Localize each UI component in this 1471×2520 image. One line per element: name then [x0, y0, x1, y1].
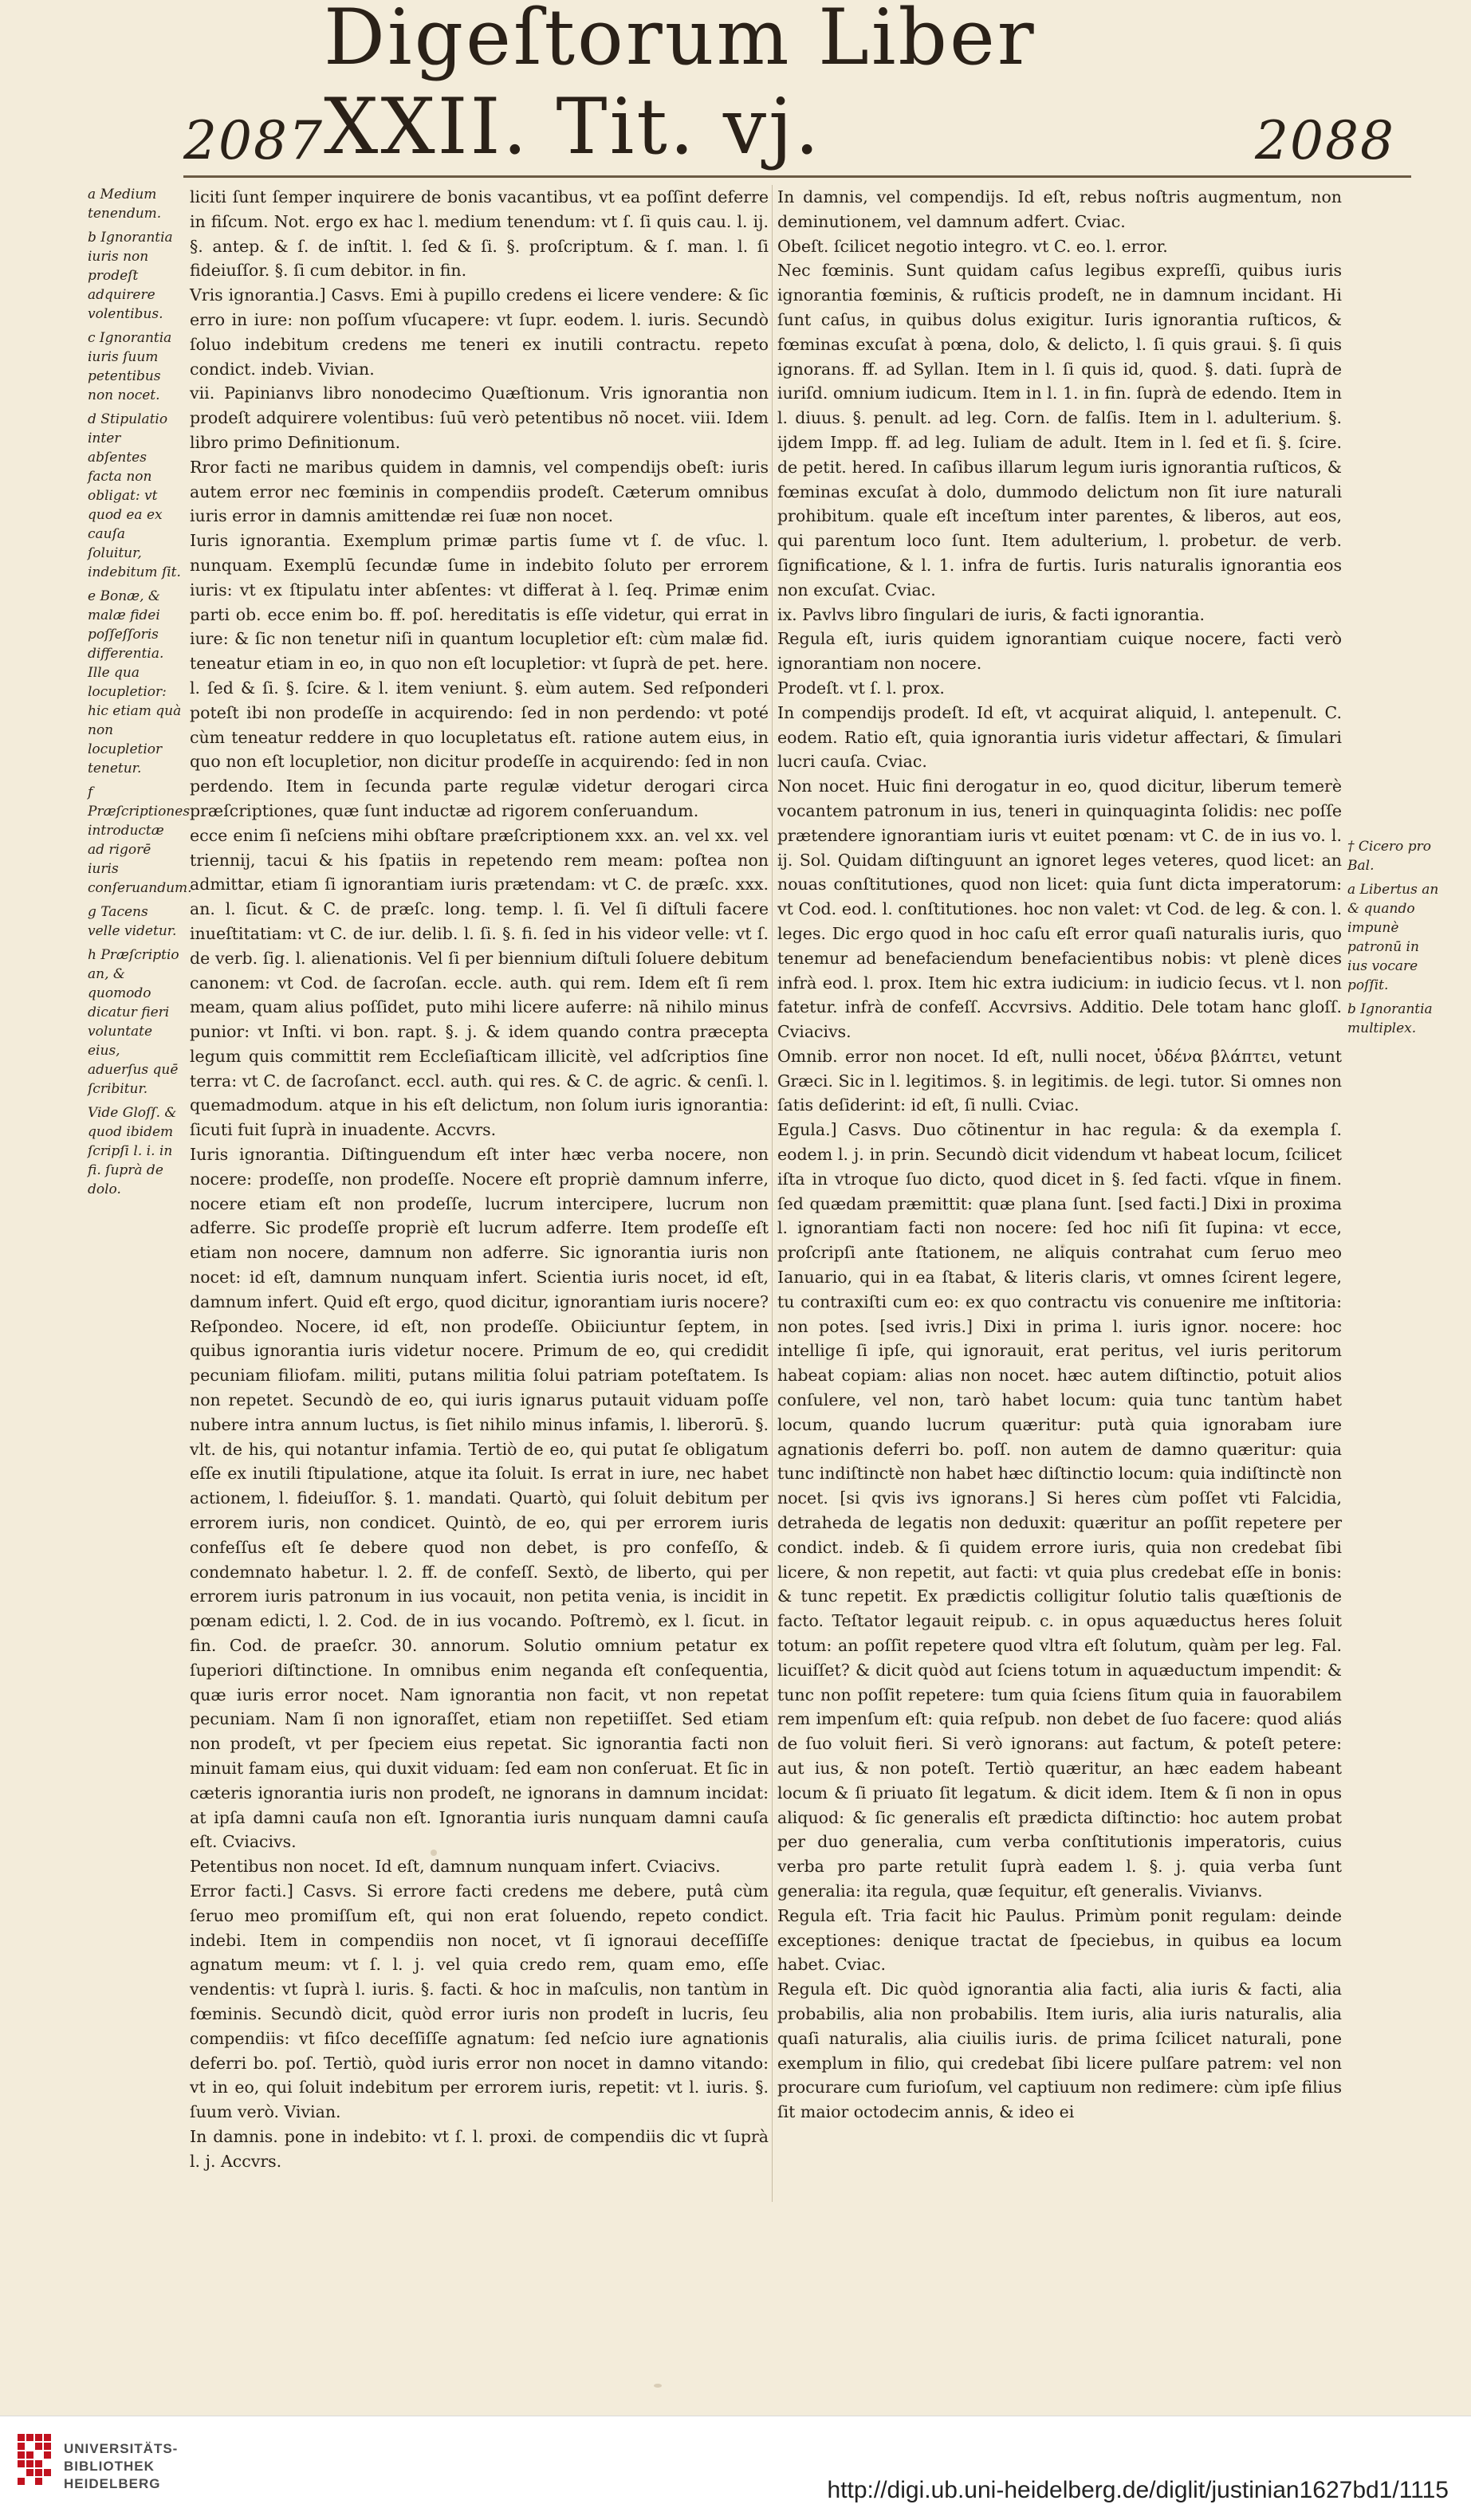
- text-paragraph: ix. Pavlvs libro ſingulari de iuris, & facti ignorantia.: [777, 604, 1206, 624]
- left-page-number: 2087: [183, 110, 324, 171]
- text-paragraph: Regula eſt. Dic quòd ignorantia alia facti, alia iuris & facti, alia probabilis, alia non probabilis. Item iuris, alia iuris naturalis, alia quaſi naturalis, alia ciuilis iuris. de prima ſcilicet naturali, pone exemplum in filio, qui credebat ſibi licere pulſare patrem: vel non procurare cum furioſum, vel captiuum non redimere: cùm ipſe filius ſit maior octodecim annis, & ideo ei: [777, 1979, 1342, 2122]
- margin-note: e Bonæ, & malæ fidei poſſeſſoris differentia. Ille qua locupletior: hic etiam quà non locupletior tenetur.: [88, 588, 182, 776]
- text-paragraph: Petentibus non nocet. Id eſt, damnum nunquam infert. Cviacivs.: [190, 1857, 721, 1877]
- library-name-line: HEIDELBERG: [64, 2476, 161, 2491]
- text-paragraph: Rror facti ne maribus quidem in damnis, vel compendijs obeſt: iuris autem error nec fœminis in compendiis prodeſt. Cæterum omnibus iuris error in damnis amittendæ rei ſuæ non nocet.: [190, 457, 769, 526]
- text-paragraph: Egula.] Casvs. Duo cõtinentur in hac regula: & da exempla ſ. eodem l. j. in prin. Secundò dicit videndum vt habeat locum, ſcilicet iſta in vtroque ſuo dicto, quod dicet in §. ſed facti. vſque in finem. ſed quædam præmittit: quæ plana ſunt. [sed facti.] Dixi in proxima l. ignorantiam facti non nocere: ſed hoc niſi ſit ſupina: vt ecce, proſcripſi ante ſtationem, ne aliquis contrahat cum ſeruo meo Ianuario, qui in ea ſtabat, & literis claris, vt omnes ſcirent legere, tu contraxiſti cum eo: ex quo contractu vis conuenire me inſtitoria: non potes. [sed ivris.] Dixi in prima l. iuris ignor. nocere: hoc intellige ſi ipſe, qui ignorauit, erat peritus, vel iuris peritorum habeat copiam: alias non nocet. hæc autem diſtinctio, potuit alios conſulere, vel non, tarò habet locum: quia tunc tantùm habet locum, quando lucrum quæritur: putà quia ignorabam iure agnationis deferri bo. poſſ. non autem de damno quæritur: quia tunc indiſtinctè non habet hæc diſtinctio locum: quia indiſtinctè non nocet. [si qvis ivs ignorans.] Si heres cùm poſſet vti Falcidia, detraheda de legatis non deduxit: quæritur an poſſit repetere per condict. indeb. & ſi quidem errore iuris, quia non credebat ſibi licere, & non repetit, aut facti: vt quia plus credebat eſſe in bonis: & tunc repetit. Ex prædictis colligitur ſolutio talis quæſtionis de facto. Teſtator legauit reipub. c. in opus aquæductus heres ſoluit totum: an poſſit repetere quod vltra eſt ſolutum, quàm per leg. Fal. licuiſſet? & dicit quòd aut ſciens totum in aquæductum impendit: & tunc non poſſit repetere: tum quia ſciens ſitum quia in fauorabilem rem impenſum eſt: quia reſpub. non debet de ſuo facere: quod aliás de ſuo voluit fieri. Si verò ignorans: aut factum, & poteſt petere: aut ius, & non poteſt. Tertiò quæritur, an hæc eadem habeant locum & ſi priuato ſit legatum. & dicit idem. Item & ſi non in opus aliquod: & ſic generalis eſt prædicta diſtinctio: hoc autem probat per duo generalia, cum verba conſtitutionis imperatoris, cuius verba pro parte retulit ſuprà eadem l. §. j. quia verba ſunt generalia: ita regula, quæ ſequitur, eſt generalis. Vivianvs.: [777, 1120, 1342, 1901]
- text-paragraph: Error facti.] Casvs. Si errore facti credens me debere, putâ cùm ſeruo meo promiſſum eſt, qui non erat ſoluendo, repeto condict. indebi. Item in compendiis non nocet, vt ſi ignoraui deceſſiſſe agnatum meum: vt ſ. l. j. vel quia credo rem, quam emo, eſſe vendentis: vt ſuprà l. iuris. §. facti. & hoc in maſculis, non tantùm in fœminis. Secundò dicit, quòd error iuris non prodeſt in lucris, ſeu compendiis: vt fiſco deceſſiſſe agnatum: ſed neſcio iure agnationis deferri bo. poſ. Tertiò, quòd iuris error non nocet in damno vitando: vt in eo, qui ſoluit indebitum per errorem iuris, repetit: vt l. iuris. §. ſuum verò. Vivian.: [190, 1881, 769, 2122]
- right-margin-notes: [1347, 837, 1443, 1043]
- text-paragraph: In damnis, vel compendijs. Id eſt, rebus noſtris augmentum, non deminutionem, vel damnum adfert. Cviac.: [777, 187, 1342, 231]
- left-text-column: [190, 185, 769, 2174]
- library-logo-icon: [18, 2434, 53, 2485]
- margin-note: Vide Gloſſ. & quod ibidem ſcripſi l. i. in fi. ſuprà de dolo.: [88, 1105, 177, 1197]
- column-divider: [772, 185, 773, 2202]
- text-paragraph: liciti ſunt ſemper inquirere de bonis vacantibus, vt ea poſſint deferre in fiſcum. Not. ergo ex hac l. medium tenendum: vt ſ. ſi quis cau. l. ij. §. antep. & ſ. de inſtit. l. ſed & ſi. §. proſcriptum. & ſ. man. l. ſi fideiuſſor. §. ſi cum debitor. in fin.: [190, 187, 769, 281]
- page-header: [183, 0, 1395, 171]
- library-name-line: BIBLIOTHEK: [64, 2459, 155, 2474]
- margin-note: a Libertus an & quando impunè patronū in ius vocare poſſit.: [1347, 882, 1439, 993]
- text-paragraph: vii. Papinianvs libro nonodecimo Quæſtionum. Vris ignorantia non prodeſt adquirere volentibus: ſuū verò petentibus nõ nocet. viii. Idem libro primo Definitionum.: [190, 383, 769, 452]
- margin-note: † Cicero pro Bal.: [1347, 839, 1431, 874]
- paper-speck: [431, 1850, 437, 1856]
- margin-note: c Ignorantia iuris ſuum petentibus non nocet.: [88, 330, 172, 403]
- text-paragraph: Obeſt. ſcilicet negotio integro. vt C. eo. l. error.: [777, 236, 1168, 256]
- text-paragraph: Non nocet. Huic fini derogatur in eo, quod dicitur, liberum temerè vocantem patronum in ius, teneri in quinquaginta ſolidis: nec poſſe prætendere ignorantiam iuris vt euitet pœnam: vt C. de in ius vo. l. ij. Sol. Quidam diſtinguunt an ignoret leges veteres, quod licet: an nouas conſtitutiones, quod non licet: quia ſunt dicta imperatorum: vt Cod. eod. l. conſtitutiones. hoc non valet: vt Cod. de leg. & con. l. leges. Dic ergo quod in hoc caſu eſt error quaſi naturalis iuris, quo tenemur ad benefaciendum benefacientibus nobis: vt plenè dices infrà eod. l. prox. Item hic extra iudicium: in iudicio ſecus. vt l. non fatetur. infrà de confeſſ. Accvrsivs. Additio. Dele totam hanc gloſſ. Cviacivs.: [777, 776, 1342, 1042]
- text-paragraph: Iuris ignorantia. Exemplum primæ partis ſume vt ſ. de vſuc. l. nunquam. Exemplū ſecundæ ſume in indebito ſoluto per errorem iuris: vt ex ſtipulatu inter abſentes: vt differat à l. ſeq. Primæ enim parti ob. ecce enim bo. ff. poſ. hereditatis is eſſe videtur, qui errat in iure: & ſic non tenetur niſi in quantum locupletior eſt: cùm malæ fid. teneatur etiam in eo, in quo non eſt locupletior: vt ſuprà de pet. here. l. ſed & ſi. §. ſcire. & l. item veniunt. §. eùm autem. Sed reſponderi poteſt ibi non prodeſſe in acquirendo: ſed in non perdendo: vt poté cùm teneatur reddere in quo locupletatus eſt. ratione autem eius, in quo non eſt locupletior, non dicitur prodeſſe in acquirendo: ſed in non perdendo. Item in ſecunda parte regulæ videtur derogari circa præſcriptiones, quæ ſunt inductæ ad rigorem conſeruandum.: [190, 531, 769, 820]
- left-margin-notes: [88, 185, 192, 1204]
- margin-note: f Præſcriptiones introductæ ad rigorē iuris conſeruandum.: [88, 784, 192, 896]
- margin-note: a Medium tenendum.: [88, 187, 162, 222]
- text-paragraph: Nec fœminis. Sunt quidam caſus legibus expreſſi, quibus iuris ignorantia fœminis, & ruſticis prodeſt, ne in damnum incidant. Hi ſunt caſus, in quibus dolus exigitur. Iuris ignorantia ruſticos, & fœminas excuſat à pœna, dolo, & delicto, l. ſi quis graui. §. ſi quis ignorans. ff. ad Syllan. Item in l. ſi quis id, quod. §. dati. ſuprà de iuriſd. omnium iudicum. Item in l. 1. in fin. ſuprà de edendo. Item in l. diuus. §. penult. ad leg. Corn. de falſis. Item in l. adulterium. §. ijdem Impp. ff. ad leg. Iuliam de adult. Item in l. ſed et ſi. §. ſcire. de petit. hered. In caſibus illarum legum iuris ignorantia ruſticos, & fœminas excuſat à dolo, dummodo delictum non ſit iure naturali prohibitum. quale eſt inceſtum inter parentes, & liberos, aut eos, qui parentum loco ſunt. Item adulterium, l. probetur. de verb. ſignificatione, & l. 1. infra de furtis. Iuris naturalis ignorantia eos non excuſat. Cviac.: [777, 261, 1342, 600]
- text-paragraph: ecce enim ſi neſciens mihi obſtare præſcriptionem xxx. an. vel xx. vel triennij, tacui & his ſpatiis in repetendo rem meam: poſtea non admittar, etiam ſi ignorantiam iuris prætendam: vt C. de præſc. xxx. an. l. ſicut. & C. de præſc. long. temp. l. ſi. Vel ſi diſtuli facere inueſtitatiam: vt C. de iur. delib. l. ſi. §. fi. ſed in his videor velle: vt ſ. de verb. ſig. l. alienationis. Vel ſi per biennium diſtuli ſoluere debitum canonem: vt Cod. de ſacroſan. eccle. auth. qui rem. Idem eſt ſi rem meam, quam alius poſſidet, puto mihi licere auferre: nã nihilo minus punior: vt Inſti. vi bon. rapt. §. j. & idem quando contra præcepta legum quis committit rem Eccleſiaſticam illicitè, vel adſcriptios ſine terra: vt C. de ſacroſanct. eccl. auth. qui res. & C. de agric. & cenſi. l. quemadmodum. atque in his eſt delictum, non ſolum iuris ignorantia: ſicuti fuit ſuprà in inuadente. Accvrs.: [190, 825, 769, 1140]
- text-paragraph: Regula eſt, iuris quidem ignorantiam cuique nocere, facti verò ignorantiam non nocere.: [777, 629, 1342, 674]
- running-title: Digeſtorum Liber XXII. Tit. vj.: [323, 0, 1036, 171]
- text-paragraph: Vris ignorantia.] Casvs. Emi à pupillo credens ei licere vendere: & ſic erro in iure: non poſſum vſucapere: vt ſupr. eodem. l. iuris. Secundò ſoluo indebitum credens me teneri ex inutili contractu. repeto condict. indeb. Vivian.: [190, 285, 769, 379]
- permalink-url[interactable]: http://digi.ub.uni-heidelberg.de/diglit/justinian1627bd1/1115: [827, 2477, 1449, 2503]
- text-paragraph: In damnis. pone in indebito: vt ſ. l. proxi. de compendiis dic vt ſuprà l. j. Accvrs.: [190, 2126, 769, 2171]
- library-name: [64, 2440, 178, 2493]
- text-paragraph: Omnib. error non nocet. Id eſt, nulli nocet, ὑδένα βλάπτει, vetunt Græci. Sic in l. legitimos. §. in legitimis. de legi. tutor. Si omnes non ſatis deſiderint: id eſt, ſi nulli. Cviac.: [777, 1046, 1342, 1115]
- right-page-number: 2088: [1255, 110, 1395, 171]
- paper-speck: [654, 2384, 662, 2388]
- header-rule: [183, 175, 1411, 178]
- text-paragraph: In compendijs prodeſt. Id eſt, vt acquirat aliquid, l. antepenult. C. eodem. Ratio eſt, quia ignorantia iuris videtur affectari, & ſimulari lucri cauſa. Cviac.: [777, 702, 1342, 772]
- viewer-footer: [0, 2416, 1471, 2520]
- margin-note: h Præſcriptio an, & quomodo dicatur fieri voluntate eius, aduerſus quē ſcribitur.: [88, 947, 179, 1097]
- paper-speck: [1060, 1244, 1065, 1248]
- text-paragraph: Prodeſt. vt ſ. l. prox.: [777, 678, 945, 698]
- text-paragraph: Iuris ignorantia. Diſtinguendum eſt inter hæc verba nocere, non nocere: prodeſſe, non prodeſſe. Nocere eſt propriè damnum inferre, nocere etiam eſt non prodeſſe, lucrum intercipere, lucrum non adferre. Sic prodeſſe propriè eſt lucrum adferre. Item prodeſſe eſt etiam non nocere, damnum non adferre. Sic ignorantia iuris non nocet: id eſt, damnum nunquam infert. Scientia iuris nocet, id eſt, damnum infert. Quid eſt ergo, quod dicitur, ignorantiam iuris nocere? Reſpondeo. Nocere, id eſt, non prodeſſe. Obiiciuntur ſeptem, in quibus ignorantia iuris videtur nocere. Primum de eo, qui credidit pecuniam filiofam. militi, putans militia ſolui patriam poteſtatem. Is non repetet. Secundò de eo, qui iuris ignarus putauit viduam poſſe nubere intra annum luctus, is ſiet nihilo minus infamis, l. liberorū. §. vlt. de his, qui notantur infamia. Tertiò de eo, qui putat ſe obligatum eſſe ex inutili ſtipulatione, atque ita ſoluit. Is errat in iure, nec habet actionem, l. fideiuſſor. §. 1. mandati. Quartò, qui ſoluit debitum per errorem iuris, non condicet. Quintò, de eo, qui per errorem iuris confeſſus eſt ſe debere quod non debet, is pro confeſſo, & condemnato habetur. l. 2. ff. de confeſſ. Sextò, de liberto, qui per errorem iuris patronum in ius vocauit, non petita venia, is incidit in pœnam edicti, l. 2. Cod. de in ius vocando. Poſtremò, ex l. ſicut. in fin. Cod. de praeſcr. 30. annorum. Solutio omnium petatur ex ſuperiori diſtinctione. In omnibus enim neganda eſt conſequentia, quæ iuris error nocet. Nam ignorantia non facit, vt non repetat pecuniam. Nam ſi non ignoraſſet, etiam non repetiiſſet. Sed etiam non prodeſt, vt per ſpeciem eius repetat. Sic ignorantia facti non minuit famam eius, qui duxit viduam: ſed eam non conſeruat. Et ſic in cæteris ignorantia iuris non prodeſt, ne ignorans in damnum incidat: at ipſa damni cauſa non eſt. Ignorantia iuris nunquam damni cauſa eſt. Cviacivs.: [190, 1145, 769, 1852]
- margin-note: b Ignorantia iuris non prodeſt adquirere volentibus.: [88, 230, 173, 322]
- margin-note: b Ignorantia multiplex.: [1347, 1001, 1433, 1036]
- margin-note: d Stipulatio inter abſentes facta non obligat: vt quod ea ex cauſa ſoluitur, indebitum ſit.: [88, 411, 181, 580]
- right-text-column: [777, 185, 1342, 2125]
- margin-note: g Tacens velle videtur.: [88, 904, 177, 939]
- library-name-line: UNIVERSITÄTS-: [64, 2441, 179, 2456]
- text-paragraph: Regula eſt. Tria facit hic Paulus. Primùm ponit regulam: deinde exceptiones: denique tractat de ſpeciebus, in quibus ea locum habet. Cviac.: [777, 1905, 1342, 1975]
